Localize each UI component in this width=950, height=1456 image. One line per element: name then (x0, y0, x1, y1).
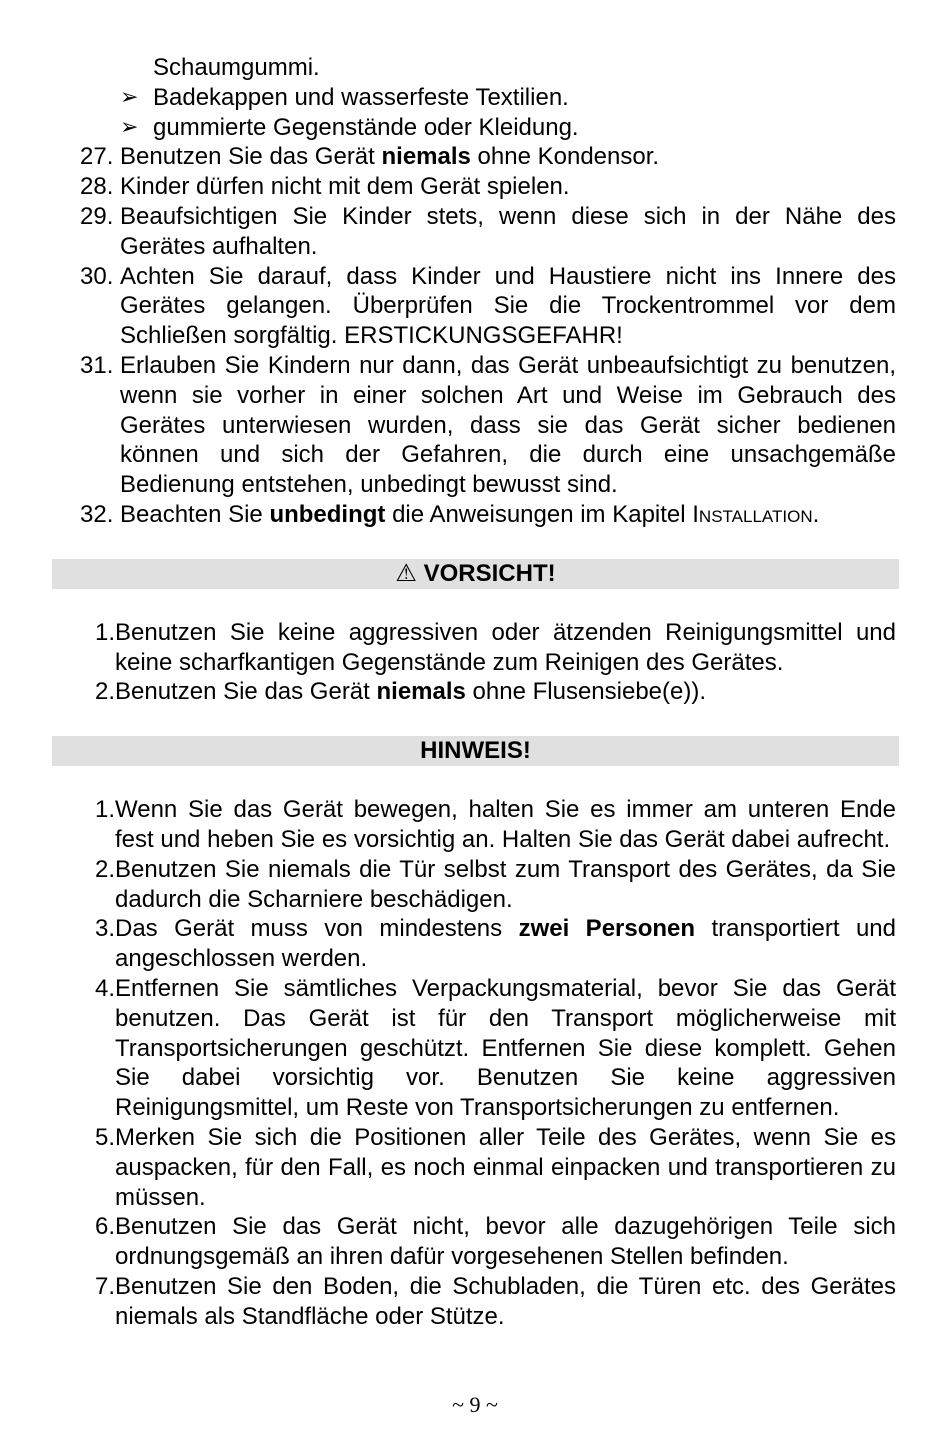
item-number: 7. (94, 1272, 115, 1300)
warning-triangle-icon: ⚠ (395, 559, 417, 587)
page-number: ~ 9 ~ (452, 1392, 498, 1417)
item-text: Beachten Sie unbedingt die Anweisungen im Kapitel Installation. (120, 500, 820, 528)
item-text: Beaufsichtigen Sie Kinder stets, wenn diese sich in der Nähe des Gerätes aufhalten. (120, 202, 896, 260)
list-item (80, 351, 896, 500)
note-banner (52, 736, 899, 766)
list-item (80, 262, 896, 351)
item-text: Achten Sie darauf, dass Kinder und Haustiere nicht ins Innere des Gerätes gelangen. Überprüfen Sie die Trockentrommel vor dem Schließen sorgfältig. ERSTICKUNGSGEFAHR! (120, 262, 896, 350)
list-item (80, 1123, 896, 1212)
emphasis: zwei Personen (518, 915, 696, 943)
document-page (0, 53, 950, 1331)
emphasis: unbedingt (269, 500, 386, 528)
bullet-text: gummierte Gegenstände oder Kleidung. (153, 113, 579, 141)
item-text: Benutzen Sie das Gerät niemals ohne Kondensor. (120, 143, 660, 171)
item-text: Benutzen Sie das Gerät niemals ohne Flusensiebe(e)). (115, 678, 707, 706)
list-item (80, 202, 896, 262)
emphasis: niemals (381, 143, 471, 171)
item-number: 32. (80, 500, 114, 528)
item-number: 27. (80, 143, 114, 171)
item-number: 1. (94, 618, 115, 646)
list-item (80, 1212, 896, 1272)
item-number: 5. (94, 1123, 115, 1151)
list-item (120, 113, 950, 143)
list-item (80, 974, 896, 1123)
item-text: Benutzen Sie das Gerät nicht, bevor alle dazugehörigen Teile sich ordnungsgemäß an ihren dafür vorgesehenen Stellen befinden. (115, 1213, 896, 1271)
item-number: 2. (94, 855, 115, 883)
note-list (80, 795, 896, 1331)
list-item (80, 1272, 896, 1332)
note-title: HINWEIS! (420, 737, 531, 765)
item-text: Kinder dürfen nicht mit dem Gerät spielen. (120, 173, 570, 201)
list-item (80, 142, 896, 172)
list-item (80, 677, 896, 707)
item-text: Benutzen Sie niemals die Tür selbst zum Transport des Gerätes, da Sie dadurch die Scharniere beschädigen. (115, 855, 896, 913)
continuation-text: Schaumgummi. (153, 54, 320, 81)
item-number: 2. (94, 678, 115, 706)
list-item (80, 172, 896, 202)
caution-banner (52, 559, 899, 589)
list-item (80, 795, 896, 855)
list-item (80, 500, 896, 530)
item-text: Erlauben Sie Kindern nur dann, das Gerät unbeaufsichtigt zu benutzen, wenn sie vorher in einer solchen Art und Weise im Gebrauch des Gerätes unterwiesen wurden, dass sie das Gerät sicher bedienen können und sich der Gefahren, die durch eine unsachgemäße Bedienung entstehen, unbedingt bewusst sind. (120, 351, 896, 499)
item-number: 30. (80, 262, 114, 290)
numbered-list-main (80, 142, 896, 529)
caution-title: VORSICHT! (423, 559, 556, 587)
list-item (80, 855, 896, 915)
item-text: Das Gerät muss von mindestens zwei Personen transportiert und angeschlossen werden. (115, 915, 896, 973)
item-text: Wenn Sie das Gerät bewegen, halten Sie es immer am unteren Ende fest und heben Sie es vorsichtig an. Halten Sie das Gerät dabei aufrecht. (115, 796, 896, 853)
item-text: Merken Sie sich die Positionen aller Teile des Gerätes, wenn Sie es auspacken, für den Fall, es noch einmal einpacken und transportieren zu müssen. (115, 1123, 896, 1211)
item-number: 28. (80, 173, 114, 201)
item-number: 3. (94, 915, 115, 943)
chapter-reference: Installation (692, 500, 813, 528)
item-number: 29. (80, 202, 114, 230)
item-text: Benutzen Sie den Boden, die Schubladen, die Türen etc. des Gerätes niemals als Standfläche oder Stütze. (115, 1272, 896, 1330)
list-item (120, 83, 950, 113)
bullet-text: Badekappen und wasserfeste Textilien. (153, 83, 569, 111)
list-item (80, 618, 896, 678)
item-number: 1. (94, 796, 115, 824)
item-number: 6. (94, 1213, 115, 1241)
arrow-bullet-icon: ➢ (120, 114, 139, 140)
arrow-bullet-icon: ➢ (120, 84, 139, 110)
item-text: Entfernen Sie sämtliches Verpackungsmaterial, bevor Sie das Gerät benutzen. Das Gerät ist für den Transport möglicherweise mit Transportsicherungen geschützt. Entfernen Sie diese komplett. Gehen Sie dabei vorsichtig vor. Benutzen Sie keine aggressiven Reinigungsmittel, um Reste von Transportsicherungen zu entfernen. (115, 974, 896, 1122)
emphasis: niemals (376, 678, 466, 706)
item-text: Benutzen Sie keine aggressiven oder ätzenden Reinigungsmittel und keine scharfkantigen Gegenstände zum Reinigen des Gerätes. (115, 618, 896, 676)
list-item (80, 914, 896, 974)
caution-list (80, 618, 896, 707)
item-number: 31. (80, 351, 114, 379)
item-number: 4. (94, 974, 115, 1002)
